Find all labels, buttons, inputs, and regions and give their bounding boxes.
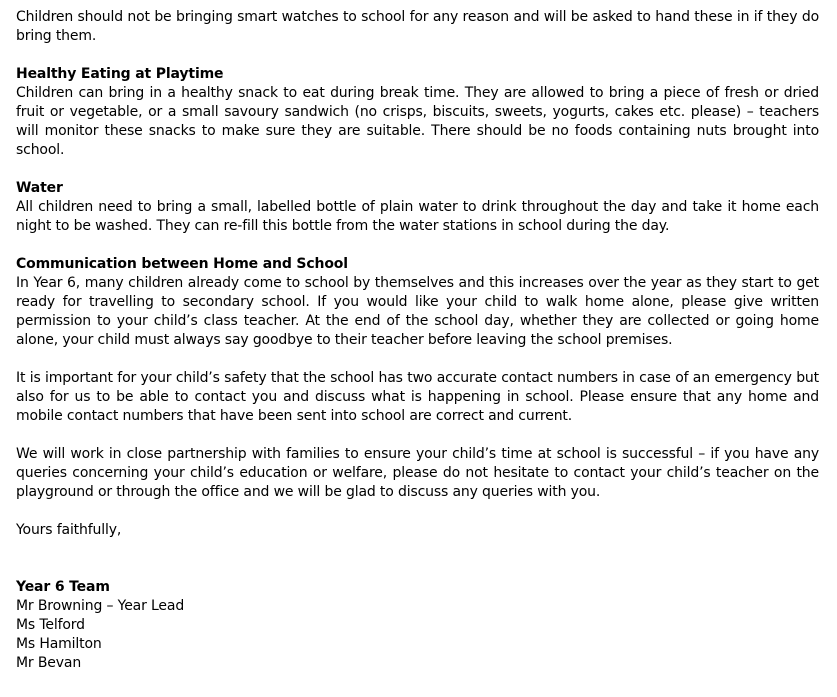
water-paragraph: All children need to bring a small, labelled bottle of plain water to drink throughout the day and take it home each night to be washed. They can re-fill this bottle from the water stations in school during the day. — [16, 199, 819, 234]
smart-watch-paragraph: Children should not be bringing smart watches to school for any reason and will be asked to hand these in if they do bring them. — [16, 9, 819, 44]
communication-paragraph-1: In Year 6, many children already come to school by themselves and this increases over the year as they start to get ready for travelling to secondary school. If you would like your child to walk home alone, please give written permission to your child’s class teacher. At the end of the school day, whether they are collected or going home alone, your child must always say goodbye to their teacher before leaving the school premises. — [16, 275, 819, 348]
signature-member: Mr Bevan — [16, 655, 82, 671]
closing-salutation: Yours faithfully, — [16, 522, 122, 538]
signature-member: Ms Hamilton — [16, 636, 102, 652]
healthy-eating-heading: Healthy Eating at Playtime — [16, 66, 224, 82]
water-heading: Water — [16, 180, 63, 196]
signature-member: Mr Browning – Year Lead — [16, 598, 185, 614]
communication-heading: Communication between Home and School — [16, 256, 348, 272]
communication-paragraph-3: We will work in close partnership with families to ensure your child’s time at school is successful – if you have any queries concerning your child’s education or welfare, please do not hesitate to contact your child’s teacher on the playground or through the office and we will be glad to discuss any queries with you. — [16, 446, 819, 500]
signature-team: Year 6 Team — [16, 579, 110, 595]
communication-paragraph-2: It is important for your child’s safety that the school has two accurate contact numbers in case of an emergency but also for us to be able to contact you and discuss what is happening in school. Please ensure that any home and mobile contact numbers that have been sent into school are correct and current. — [16, 370, 819, 424]
healthy-eating-paragraph: Children can bring in a healthy snack to eat during break time. They are allowed to bring a piece of fresh or dried fruit or vegetable, or a small savoury sandwich (no crisps, biscuits, sweets, yogurts, cakes etc. please) – teachers will monitor these snacks to make sure they are suitable. There should be no foods containing nuts brought into school. — [16, 85, 819, 158]
signature-member: Ms Telford — [16, 617, 85, 633]
